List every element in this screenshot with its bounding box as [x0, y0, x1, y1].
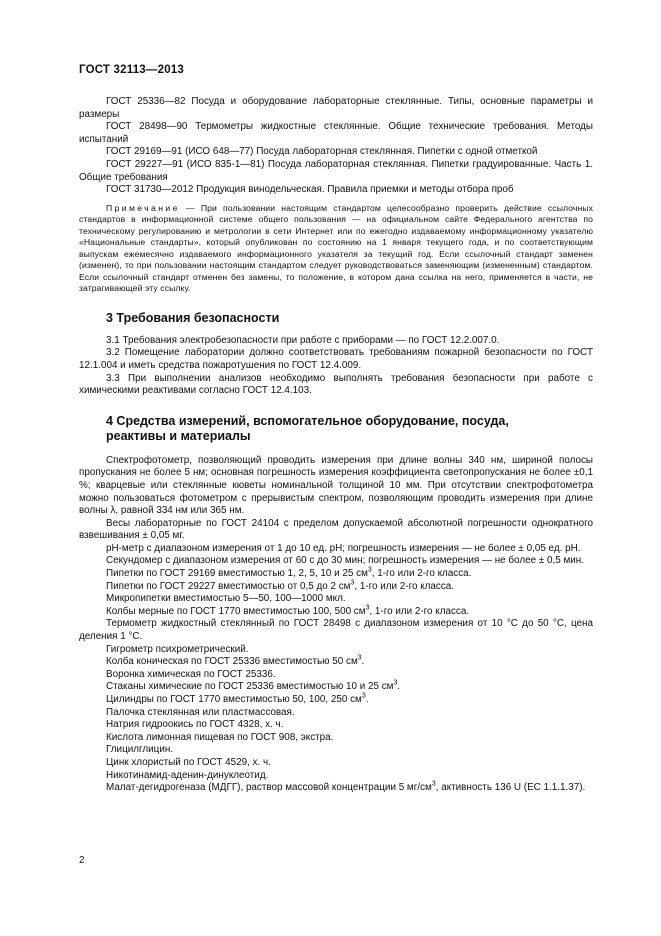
equipment-item: Стаканы химические по ГОСТ 25336 вместимостью 10 и 25 $см^3$. [106, 680, 401, 693]
equipment-item: Колба коническая по ГОСТ 25336 вместимостью 50 $см^3$. [106, 654, 365, 668]
equipment-item: Пипетки по ГОСТ 29169 вместимостью 1, 2, 5, 10 и 25 $см^3$, 1-го или 2-го класса. [106, 566, 472, 580]
section-3-paragraph: 3.3 При выполнении анализов необходимо выполнять требования безопасности при работе с химическими реактивами согласно ГОСТ 12.4.103. [79, 372, 593, 397]
page-number: 2 [79, 855, 85, 866]
equipment-item: Пипетки по ГОСТ 29227 вместимостью от 0,5 до 2 $см^3$, 1-го или 2-го класса. [106, 579, 454, 592]
page-header: ГОСТ 32113—2013 [79, 64, 184, 76]
reference-item: ГОСТ 25336—82 Посуда и оборудование лабораторные стеклянные. Типы, основные параметры и размеры [79, 96, 593, 120]
equipment-item: Гигрометр психрометрический. [106, 643, 249, 655]
note-text: — При пользовании настоящим стандартом целесообразно проверить действие ссылочных стандартов в информационной системе общего пользования — на официальном сайте Федерального агентства по техническому регулированию и метрологии в сети Интернет или по ежегодно издаваемому информационному указателю «Национальные стандарты», который опубликован по состоянию на 1 января текущего года, и по соответствующим выпускам ежемесячно издаваемого информационного указателя за текущий год. Если ссылочный стандарт заменен (изменен), то при пользовании настоящим стандартом следует руководствоваться заменяющим (измененным) стандартом. Если ссылочный стандарт отменен без замены, то положение, в котором дана ссылка на него, применяется в части, не затрагивающей эту ссылку. [79, 202, 593, 294]
equipment-item: Колбы мерные по ГОСТ 1770 вместимостью 100, 500 $см^3$, 1-го или 2-го класса. [106, 604, 470, 617]
section-4-paragraph: Секундомер с диапазоном измерения от 60 с до 30 мин; погрешность измерения — не более ± 0,5 мин. [106, 555, 584, 567]
page-content [79, 96, 593, 795]
equipment-item: Кислота лимонная пищевая по ГОСТ 908, экстра. [106, 731, 334, 743]
equipment-item: Малат-дегидрогеназа (МДГГ), раствор массовой концентрации 5 $мг/см^3$, активность 136 U (ЕС 1.1.1.37). [106, 780, 586, 794]
section-4-paragraph: Спектрофотометр, позволяющий проводить измерения при длине волны 340 нм, шириной полосы пропускания не более 5 нм; основная погрешность измерения коэффициента светопропускания не более ±0,1 %; кварцевые или стеклянные кюветы номинальной толщиной 10 мм. При отсутствии спектрофотометра можно пользоваться фотометром с прерывистым спектром, позволяющим проводить измерения при длине волны λ, равной 334 нм или 365 нм. [79, 454, 593, 517]
equipment-item: Никотинамид-аденин-динуклеотид. [106, 769, 269, 781]
note-paragraph [79, 203, 593, 295]
equipment-item: Цинк хлористый по ГОСТ 4529, х. ч. [106, 756, 271, 768]
equipment-item: Микропипетки вместимостью 5—50, 100—1000 мкл. [106, 593, 346, 605]
reference-item: ГОСТ 29169—91 (ИСО 648—77) Посуда лабораторная стеклянная. Пипетки с одной отметкой [106, 146, 538, 158]
equipment-item: Цилиндры по ГОСТ 1770 вместимостью 50, 100, 250 $см^3$. [106, 692, 369, 705]
equipment-item: Термометр жидкостный стеклянный по ГОСТ 28498 с диапазоном измерения от 10 °С до 50 °С, цена деления 1 °С. [79, 618, 593, 643]
equipment-item: Воронка химическая по ГОСТ 25336. [106, 668, 276, 680]
reference-item: ГОСТ 29227—91 (ИСО 835-1—81) Посуда лабораторная стеклянная. Пипетки градуированные. Часть 1. Общие требования [79, 158, 593, 183]
equipment-list [79, 568, 593, 795]
reference-item: ГОСТ 28498—90 Термометры жидкостные стеклянные. Общие технические требования. Методы испытаний [79, 121, 593, 145]
section-3-paragraph: 3.1 Требования электробезопасности при работе с приборами — по ГОСТ 12.2.007.0. [106, 334, 500, 346]
references-list [79, 96, 593, 197]
equipment-item: Глицилглицин. [106, 744, 174, 756]
section-4-paragraph: Весы лабораторные по ГОСТ 24104 с пределом допускаемой абсолютной погрешности однократного взвешивания ± 0,05 мг. [79, 517, 593, 542]
section-4-heading-line: реактивы и материалы [106, 428, 251, 443]
equipment-item: Натрия гидроокись по ГОСТ 4328, х. ч. [106, 719, 284, 731]
section-4-heading [79, 414, 593, 444]
reference-item: ГОСТ 31730—2012 Продукция винодельческая. Правила приемки и методы отбора проб [106, 184, 514, 196]
section-4-heading-line: 4 Средства измерений, вспомогательное оборудование, посуда, [106, 413, 509, 428]
section-4-paragraph: рН-метр с диапазоном измерения от 1 до 10 ед. рН; погрешность измерения — не более ± 0,05 ед. рН. [106, 542, 581, 554]
note-label: Примечание [106, 202, 180, 213]
section-3-paragraph: 3.2 Помещение лаборатории должно соответствовать требованиям пожарной безопасности по ГОСТ 12.1.004 и иметь средства пожаротушения по ГОСТ 12.4.009. [79, 347, 593, 371]
equipment-item: Палочка стеклянная или пластмассовая. [106, 706, 295, 718]
section-3-heading: 3 Требования безопасности [106, 310, 280, 325]
